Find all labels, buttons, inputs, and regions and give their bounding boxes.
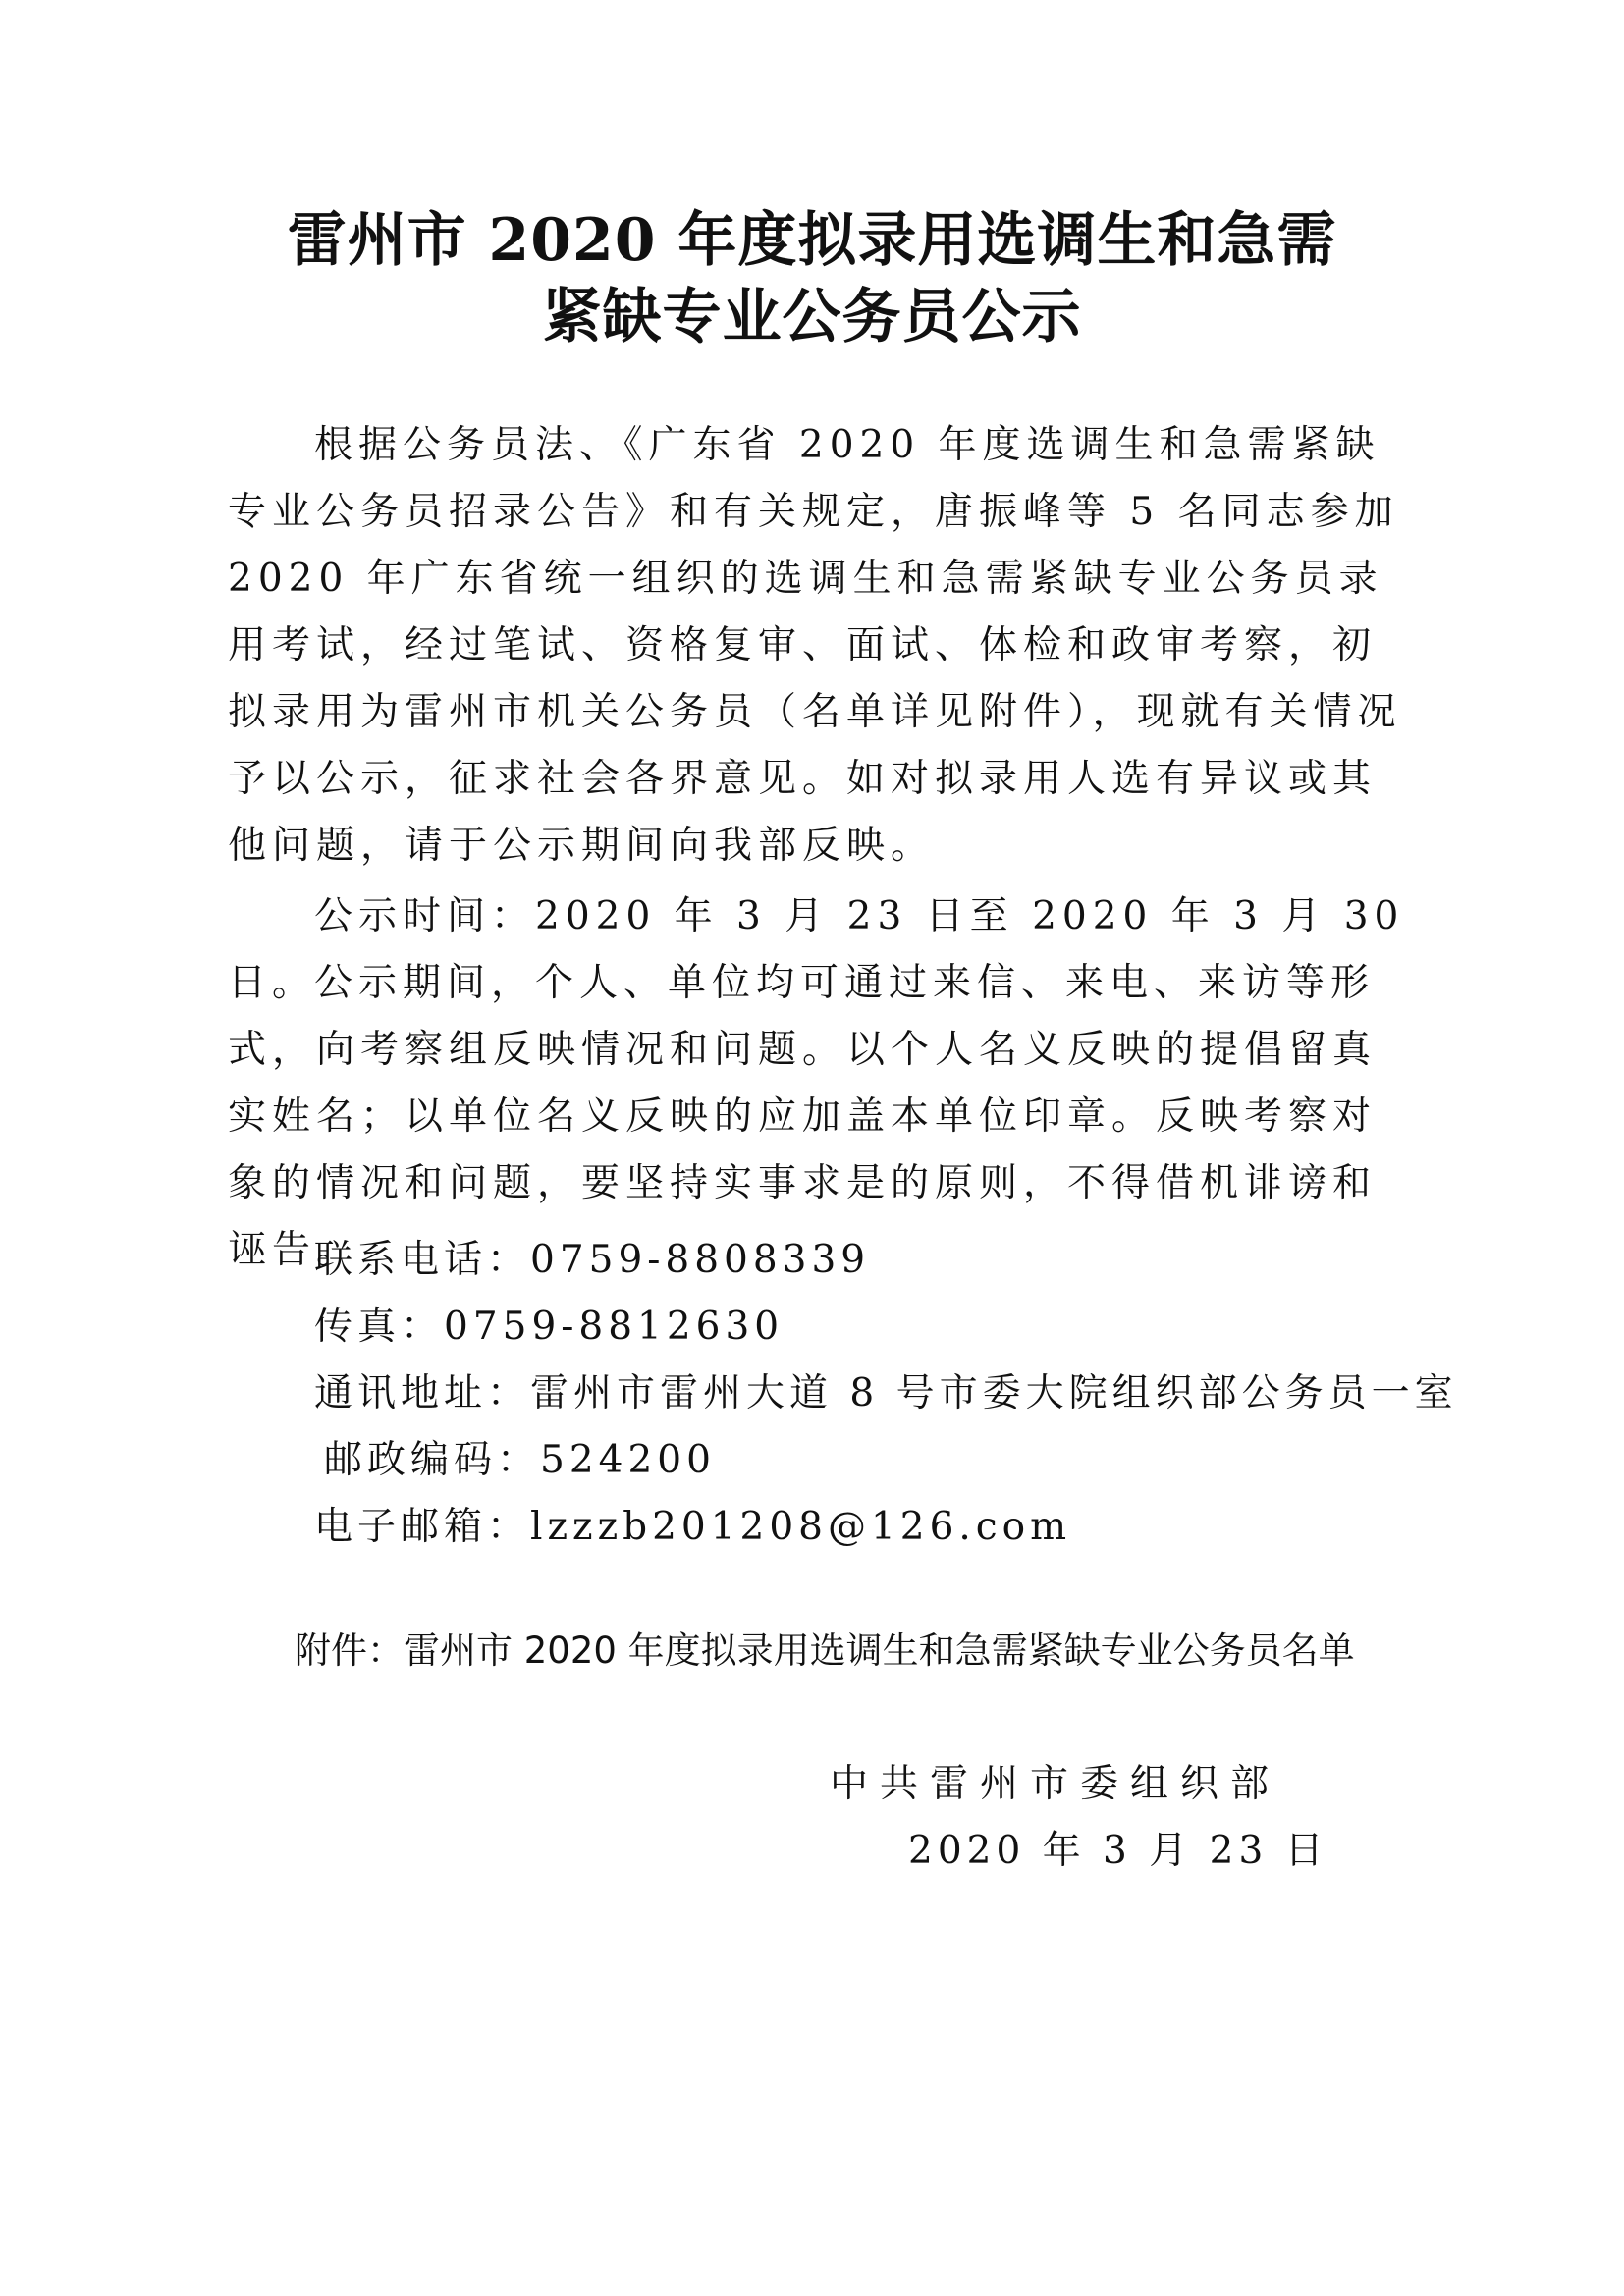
- contact-phone: 联系电话：0759-8808339: [314, 1238, 871, 1282]
- contact-fax: 传真：0759-8812630: [314, 1305, 785, 1349]
- contact-address: 通讯地址：雷州市雷州大道 8 号市委大院组织部公务员一室: [314, 1371, 1458, 1415]
- document-title-line2: 紧缺专业公务员公示: [542, 283, 1082, 351]
- attachment-note: 附件：雷州市 2020 年度拟录用选调生和急需紧缺专业公务员名单: [295, 1629, 1355, 1672]
- contact-postcode: 邮政编码：524200: [324, 1438, 716, 1482]
- document-title-line1: 雷州市 2020 年度拟录用选调生和急需: [287, 206, 1337, 275]
- contact-email: 电子邮箱：lzzzb201208@126.com: [314, 1505, 1072, 1549]
- body-paragraph-period: 公示时间：2020 年 3 月 23 日至 2020 年 3 月 30 日。: [228, 894, 1405, 1005]
- issuer-signature: 中共雷州市委组织部: [830, 1762, 1281, 1806]
- body-paragraph-intro: 根据公务员法、《广东省 2020 年度选调生和急需紧缺专业公务员招录公告》和有关规定，唐振峰等 5 名同志参加 2020 年广东省统一组织的选调生和急需紧缺专业公务员录用考试，经过笔试、资格复审、面试、体检和政审考察，初拟录用为雷州市机关公务员（名单详见附件），现就有关情况予以公示，征求社会各界意见。如对拟录用人选有异议或其他问题，请于公示期间向我部反映。: [228, 423, 1402, 868]
- issue-date: 2020 年 3 月 23 日: [908, 1829, 1328, 1873]
- body-paragraph-feedback: 公示期间，个人、单位均可通过来信、来电、来访等形式，向考察组反映情况和问题。以个人名义反映的提倡留真实姓名；以单位名义反映的应加盖本单位印章。反映考察对象的情况和问题，要坚持实事求是的原则，不得借机诽谤和诬告。: [228, 961, 1378, 1272]
